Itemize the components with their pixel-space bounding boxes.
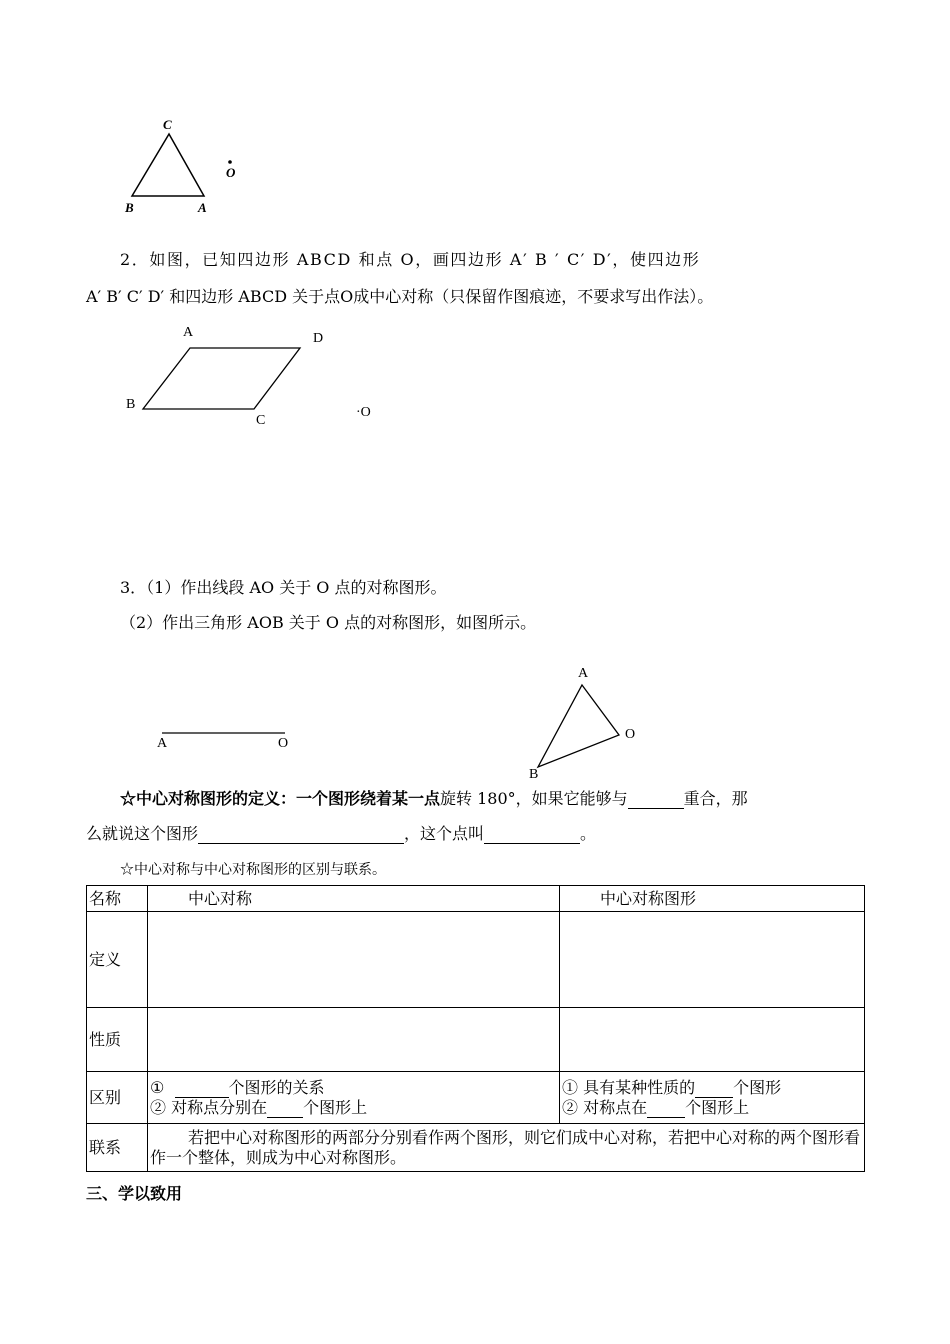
cell-prop-left[interactable] (148, 1008, 560, 1072)
definition-line1 (120, 789, 748, 809)
table-row (87, 912, 865, 1008)
definition-line2 (86, 824, 596, 844)
header-central-symmetry: 中心对称 (148, 886, 560, 912)
pg-label-o: ·O (356, 405, 371, 420)
seg-label-a: A (157, 736, 168, 748)
diff-left-1a: ① (150, 1077, 165, 1097)
tri-label-o: O (625, 727, 636, 742)
label-a: A (198, 200, 207, 215)
diff-left-2b: 个图形上 (303, 1097, 368, 1117)
definition-text2: 重合，那 (683, 789, 748, 808)
tri-label-a: A (578, 666, 589, 681)
table-row (87, 1008, 865, 1072)
cell-def-right[interactable] (560, 912, 865, 1008)
cell-diff-left (148, 1072, 560, 1124)
parallelogram-figure (130, 330, 330, 430)
cell-prop-right[interactable] (560, 1008, 865, 1072)
row-label-difference: 区别 (87, 1072, 148, 1124)
definition-bold: ☆中心对称图形的定义：一个图形绕着某一点 (120, 789, 441, 808)
label-c: C (163, 117, 172, 132)
cell-link (148, 1124, 865, 1172)
diff-left-1b: 个图形的关系 (228, 1077, 325, 1097)
diff-right-1a: ① 具有某种性质的 (562, 1077, 696, 1097)
q3-line1: 3．（1）作出线段 AO 关于 O 点的对称图形。 (120, 578, 447, 597)
pg-label-b: B (126, 397, 136, 412)
cell-def-left[interactable] (148, 912, 560, 1008)
triangle-aob-figure (530, 670, 640, 780)
pg-label-c: C (256, 413, 266, 428)
diff-right-1b: 个图形 (733, 1077, 782, 1097)
definition-text3: 么就说这个图形 (86, 824, 199, 843)
table-row (87, 1072, 865, 1124)
header-name: 名称 (87, 886, 148, 912)
header-central-symmetric-figure: 中心对称图形 (560, 886, 865, 912)
compare-title: ☆中心对称与中心对称图形的区别与联系。 (120, 862, 386, 878)
blank-diff-left-2[interactable] (267, 1101, 303, 1118)
section3-heading: 三、学以致用 (86, 1184, 183, 1203)
blank-diff-right-1[interactable] (695, 1081, 733, 1098)
definition-text5: 。 (580, 824, 597, 843)
row-label-link: 联系 (87, 1124, 148, 1172)
diff-right-2b: 个图形上 (685, 1097, 750, 1117)
blank-diff-right-2[interactable] (647, 1101, 685, 1118)
comparison-table (86, 885, 865, 1172)
blank-figure-name[interactable] (198, 827, 404, 844)
label-b: B (125, 200, 134, 215)
q2-line2: A′ B′ C′ D′ 和四边形 ABCD 关于点O成中心对称（只保留作图痕迹，不要求写出作法）。 (86, 287, 714, 306)
triangle-abc (132, 134, 204, 196)
point-o-dot (228, 160, 232, 164)
pg-label-a: A (183, 325, 194, 340)
q2-line1: 2．如图，已知四边形 ABCD 和点 O，画四边形 A′ B ′ C′ D′，使四边形 (120, 250, 701, 269)
row-label-definition: 定义 (87, 912, 148, 1008)
blank-coincide[interactable] (628, 792, 684, 809)
pg-label-d: D (313, 331, 324, 346)
diff-left-2a: ② 对称点分别在 (150, 1097, 268, 1117)
q3-line2: （2）作出三角形 AOB 关于 O 点的对称图形，如图所示。 (120, 613, 537, 632)
cell-diff-right (560, 1072, 865, 1124)
blank-diff-left-1[interactable] (175, 1081, 229, 1098)
table-row (87, 1124, 865, 1172)
triangle-aob (538, 685, 619, 767)
definition-text4: ，这个点叫 (404, 824, 485, 843)
seg-label-o: O (278, 736, 289, 748)
parallelogram-abcd (143, 348, 300, 409)
tri-label-b: B (529, 767, 539, 782)
definition-text1: 旋转 180°，如果它能够与 (440, 789, 628, 808)
diff-right-2a: ② 对称点在 (562, 1097, 648, 1117)
link-text: 若把中心对称图形的两部分分别看作两个图形，则它们成中心对称，若把中心对称的两个图形看作一个整体，则成为中心对称图形。 (150, 1127, 861, 1167)
row-label-property: 性质 (87, 1008, 148, 1072)
table-row (87, 886, 865, 912)
label-o: O (226, 165, 236, 180)
blank-point-name[interactable] (484, 827, 580, 844)
